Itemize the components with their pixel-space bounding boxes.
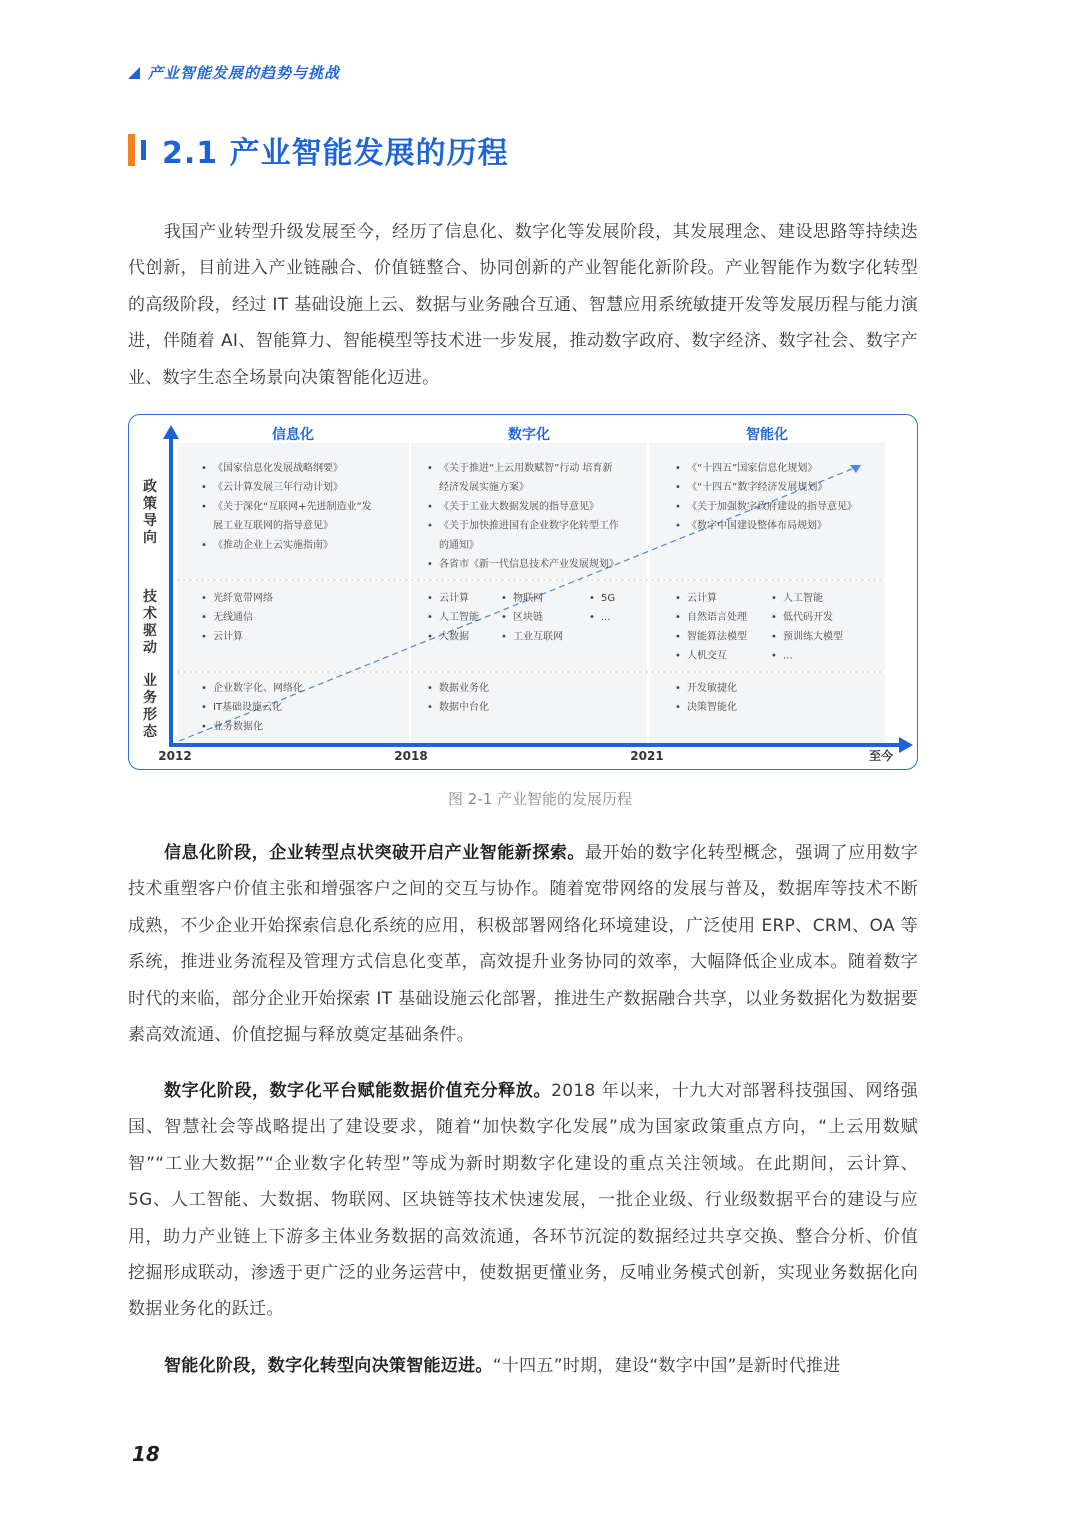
tech-digital-item: 大数据 [439, 631, 469, 643]
biz-digital-bullet: • [427, 683, 433, 694]
biz-digital-item: 数据业务化 [439, 683, 489, 694]
tech-info-item: 云计算 [213, 631, 243, 643]
policy-info-item: 《国家信息化发展战略纲要》 [213, 463, 343, 474]
policy-digital-item: 的通知》 [439, 539, 479, 551]
tech-digital-item: 区块链 [513, 612, 543, 624]
running-header [128, 62, 340, 83]
p3-body: “十四五”时期，建设“数字中国”是新时代推进 [492, 1356, 841, 1376]
policy-digital-item: 经济发展实施方案》 [439, 482, 529, 494]
tech-digital-item: 云计算 [439, 593, 469, 604]
tech-intel-bullet: • [675, 650, 681, 662]
tech-intel-bullet: • [675, 612, 681, 624]
header-triangle-icon [128, 67, 140, 79]
biz-intel-bullet: • [675, 702, 681, 714]
year-2021: 2021 [630, 749, 664, 763]
year-2018: 2018 [394, 749, 428, 763]
policy-intel-bullet: • [675, 463, 681, 474]
biz-intel-item: 开发敏捷化 [687, 683, 737, 694]
policy-digital-item: 《关于加快推进国有企业数字化转型工作 [439, 520, 619, 532]
policy-intel-item: 《关于加强数字政府建设的指导意见》 [687, 501, 857, 513]
policy-intel-bullet: • [675, 501, 681, 513]
policy-info-bullet: • [201, 482, 207, 494]
tech-intel-item: 低代码开发 [783, 612, 833, 624]
p1-body: 最开始的数字化转型概念，强调了应用数字技术重塑客户价值主张和增强客户之间的交互与协作。随着宽带网络的发展与普及，数据库等技术不断成熟，不少企业开始探索信息化系统的应用，积极部署网络化环境建设，广泛使用 ERP、CRM、OA 等系统，推进业务流程及管理方式信息化变革，高效提升业务协同的效率，大幅降低企业成本。随着数字时代的来临，部分企业开始探索 IT 基础设施云化部署，推进生产数据融合共享，以业务数据化为数据要素高效流通、价值挖掘与释放奠定基础条件。 [128, 843, 918, 1046]
tech-digital-item: ... [601, 612, 611, 624]
policy-digital-bullet: • [427, 520, 433, 532]
policy-info-bullet: • [201, 539, 207, 551]
policy-intel-bullet: • [675, 482, 681, 494]
tech-intel-item: 云计算 [687, 593, 717, 604]
tech-digital-item: 人工智能 [439, 612, 479, 624]
stage-digital: 数字化 [508, 427, 550, 443]
p2-lead: 数字化阶段，数字化平台赋能数据价值充分释放。 [164, 1081, 552, 1101]
biz-digital-bullet: • [427, 702, 433, 714]
tech-digital-bullet: • [427, 612, 433, 624]
biz-info-bullet: • [201, 702, 207, 714]
timeline-svg [129, 415, 919, 771]
tech-intel-bullet: • [675, 593, 681, 604]
policy-digital-item: 《关于工业大数据发展的指导意见》 [439, 501, 599, 513]
figure-caption: 图 2-1 产业智能的发展历程 [447, 790, 633, 808]
policy-digital-bullet: • [427, 559, 433, 570]
tech-digital-bullet: • [589, 612, 595, 624]
tech-info-bullet: • [201, 612, 207, 624]
tech-intel-item: ... [783, 650, 793, 662]
section-title [128, 128, 509, 172]
tech-intel-item: 智能算法模型 [687, 631, 747, 643]
p1-lead: 信息化阶段，企业转型点状突破开启产业智能新探索。 [164, 843, 585, 863]
tech-digital-bullet: • [501, 612, 507, 624]
year-now: 至今 [868, 749, 894, 763]
paragraph-informatization [128, 835, 918, 1053]
biz-info-bullet: • [201, 721, 207, 733]
row-label-policy: 政策导向 [143, 479, 157, 546]
policy-info-bullet: • [201, 501, 207, 513]
policy-digital-item: 《关于推进“上云用数赋智”行动 培育新 [439, 463, 613, 474]
tech-intel-item: 预训练大模型 [783, 631, 843, 643]
paragraph-intelligentization [128, 1348, 918, 1384]
biz-intel-item: 决策智能化 [687, 702, 737, 714]
tech-intel-bullet: • [771, 631, 777, 643]
paragraph-digitalization [128, 1073, 918, 1328]
stage-info: 信息化 [272, 427, 314, 443]
tech-intel-bullet: • [771, 650, 777, 662]
cell-biz-intel [649, 673, 885, 743]
policy-intel-item: 《“十四五”国家信息化规划》 [687, 463, 818, 474]
tech-info-bullet: • [201, 593, 207, 604]
policy-digital-bullet: • [427, 463, 433, 474]
policy-info-item: 《云计算发展三年行动计划》 [213, 482, 343, 494]
tech-intel-bullet: • [771, 593, 777, 604]
tech-intel-bullet: • [771, 612, 777, 624]
tech-info-item: 无线通信 [213, 612, 253, 624]
tech-digital-item: 5G [601, 593, 616, 604]
policy-digital-item: 各省市《新一代信息技术产业发展规划》 [439, 559, 619, 570]
tech-digital-bullet: • [427, 631, 433, 643]
policy-info-bullet: • [201, 463, 207, 474]
tech-info-bullet: • [201, 631, 207, 643]
biz-info-item: IT基础设施云化 [213, 702, 283, 714]
policy-info-item: 《推动企业上云实施指南》 [213, 539, 333, 551]
section-title-text: 2.1 产业智能发展的历程 [162, 136, 509, 171]
page-number: 18 [132, 1442, 160, 1466]
tech-intel-item: 自然语言处理 [687, 612, 747, 624]
biz-info-item: 企业数字化、网络化 [213, 683, 303, 694]
title-bar-blue [141, 140, 146, 160]
row-labels [142, 478, 158, 740]
policy-intel-bullet: • [675, 520, 681, 532]
running-title: 产业智能发展的趋势与挑战 [148, 64, 341, 82]
tech-info-item: 光纤宽带网络 [213, 593, 273, 604]
biz-intel-bullet: • [675, 683, 681, 694]
row-label-biz: 业务形态 [143, 673, 157, 740]
stage-intel: 智能化 [746, 427, 788, 443]
tech-digital-bullet: • [427, 593, 433, 604]
tech-digital-bullet: • [501, 593, 507, 604]
cell-tech-intel [649, 581, 885, 671]
tech-intel-item: 人机交互 [687, 650, 727, 662]
tech-digital-bullet: • [501, 631, 507, 643]
biz-info-item: 业务数据化 [213, 721, 263, 733]
intro-paragraph: 我国产业转型升级发展至今，经历了信息化、数字化等发展阶段，其发展理念、建设思路等持续迭代创新，目前进入产业链融合、价值链整合、协同创新的产业智能化新阶段。产业智能作为数字化转型的高级阶段，经过 IT 基础设施上云、数据与业务融合互通、智慧应用系统敏捷开发等发展历程与能力演进，伴随着 AI、智能算力、智能模型等技术进一步发展，推动数字政府、数字经济、数字社会、数字产业、数字生态全场景向决策智能化迈进。 [128, 222, 918, 388]
policy-info-item: 《关于深化“互联网+先进制造业”发 [213, 501, 372, 513]
year-2012: 2012 [158, 749, 192, 763]
y-axis-arrow-icon [163, 425, 179, 439]
policy-intel-item: 《“十四五”数字经济发展规划》 [687, 482, 828, 494]
policy-info-item: 展工业互联网的指导意见》 [213, 520, 333, 532]
tech-intel-bullet: • [675, 631, 681, 643]
timeline-figure [128, 414, 918, 770]
policy-intel-item: 《数字中国建设整体布局规划》 [687, 520, 827, 532]
p3-lead: 智能化阶段，数字化转型向决策智能迈进。 [164, 1356, 493, 1376]
tech-intel-item: 人工智能 [783, 593, 823, 604]
tech-digital-item: 物联网 [513, 593, 543, 604]
policy-digital-bullet: • [427, 501, 433, 513]
tech-digital-item: 工业互联网 [513, 631, 563, 643]
tech-digital-bullet: • [589, 593, 595, 604]
x-axis-arrow-icon [899, 737, 913, 753]
row-label-tech: 技术驱动 [143, 589, 157, 656]
biz-digital-item: 数据中台化 [439, 702, 489, 714]
title-bar-orange [128, 134, 135, 166]
p2-body: 2018 年以来，十九大对部署科技强国、网络强国、智慧社会等战略提出了建设要求，随着“加快数字化发展”成为国家政策重点方向，“上云用数赋智”“工业大数据”“企业数字化转型”等成为新时期数字化建设的重点关注领域。在此期间，云计算、5G、人工智能、大数据、物联网、区块链等技术快速发展，一批企业级、行业级数据平台的建设与应用，助力产业链上下游多主体业务数据的高效流通，各环节沉淀的数据经过共享交换、整合分析、价值挖掘形成联动，渗透于更广泛的业务运营中，使数据更懂业务，反哺业务模式创新，实现业务数据化向数据业务化的跃迁。 [128, 1081, 918, 1320]
cell-tech-info [177, 581, 409, 671]
biz-info-bullet: • [201, 683, 207, 694]
